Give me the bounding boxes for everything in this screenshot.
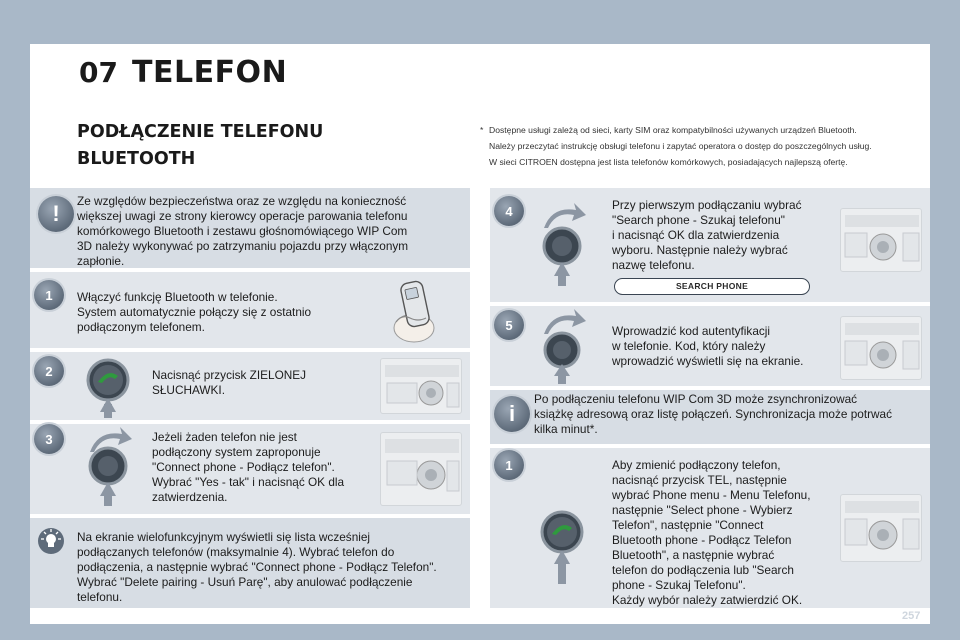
text-line: Włączyć funkcję Bluetooth w telefonie. <box>77 290 278 304</box>
text-line: Przy pierwszym podłączaniu wybrać <box>612 198 802 212</box>
step-badge-3: 3 <box>34 424 64 454</box>
lightbulb-icon <box>36 526 66 556</box>
step-badge-2: 2 <box>34 356 64 386</box>
text-line: podłączanych telefonów (maksymalnie 4). Wybrać telefon do <box>77 545 395 559</box>
footnote <box>480 122 927 170</box>
text-line: Wprowadzić kod autentyfikacji <box>612 324 771 338</box>
text-line: podłączony system zaproponuje <box>152 445 321 459</box>
text-line: i nacisnąć OK dla zatwierdzenia <box>612 228 780 242</box>
text-line: SŁUCHAWKI. <box>152 383 225 397</box>
step-badge-5: 5 <box>494 310 524 340</box>
step1-text <box>77 290 377 335</box>
section-title-line2: BLUETOOTH <box>77 149 196 169</box>
text-line: zapłonie. <box>77 254 125 268</box>
text-line: Nacisnąć przycisk ZIELONEJ <box>152 368 307 382</box>
text-line: Aby zmienić podłączony telefon, <box>612 458 781 472</box>
chapter-number: 07 <box>79 56 118 89</box>
warning-icon: ! <box>38 196 74 232</box>
warning-text <box>77 194 467 269</box>
text-line: telefonu. <box>77 590 123 604</box>
step5-text <box>612 324 842 369</box>
info-icon: i <box>494 396 530 432</box>
radio-device-illustration <box>380 432 462 506</box>
hand-phone-icon <box>386 276 448 346</box>
text-line: większej uwagi ze strony kierowcy operacje parowania telefonu <box>77 209 408 223</box>
text-line: w telefonie. Kod, który należy <box>612 339 766 353</box>
step4-text <box>612 198 842 273</box>
text-line: "Connect phone - Podłącz telefon". <box>152 460 335 474</box>
search-phone-button[interactable]: SEARCH PHONE <box>614 278 810 295</box>
text-line: Po podłączeniu telefonu WIP Com 3D może zsynchronizować <box>534 392 858 406</box>
page-number: 257 <box>902 610 921 622</box>
section-title <box>77 119 417 173</box>
step6-text <box>612 458 840 608</box>
text-line: phone - Szukaj Telefonu". <box>612 578 746 592</box>
green-phone-button-illustration <box>84 352 132 423</box>
chapter-title: TELEFON <box>132 55 288 90</box>
text-line: wyboru. Następnie należy wybrać <box>612 243 788 257</box>
text-line: książkę adresową oraz listę połączeń. Synchronizacja może potrwać <box>534 407 893 421</box>
step-badge-1: 1 <box>494 450 524 480</box>
radio-device-illustration <box>380 358 462 414</box>
ok-knob-illustration <box>534 196 594 297</box>
text-line: Telefon", następnie "Connect <box>612 518 764 532</box>
text-line: następnie "Select phone - Wybierz <box>612 503 793 517</box>
text-line: System automatycznie połączy się z ostatnio <box>77 305 312 319</box>
footnote-marker: * <box>480 125 484 135</box>
text-line: 3D należy wykonywać po zatrzymaniu pojazdu przy włączonym <box>77 239 409 253</box>
step-badge-1: 1 <box>34 280 64 310</box>
text-line: podłączonym telefonem. <box>77 320 205 334</box>
footnote-line: W sieci CITROEN dostępna jest lista telefonów komórkowych, posiadających najlepszą ofertę. <box>489 157 848 167</box>
text-line: wprowadzić wyświetli się na ekranie. <box>612 354 804 368</box>
text-line: "Search phone - Szukaj telefonu" <box>612 213 785 227</box>
tip-text <box>77 530 467 605</box>
text-line: Bluetooth phone - Podłącz Telefon <box>612 533 792 547</box>
text-line: Bluetooth", a następnie wybrać <box>612 548 775 562</box>
text-line: Jeżeli żaden telefon nie jest <box>152 430 297 444</box>
ok-knob-illustration <box>534 304 594 391</box>
info-text <box>534 392 928 437</box>
radio-device-illustration <box>840 494 922 562</box>
step-badge-4: 4 <box>494 196 524 226</box>
green-phone-button-illustration <box>538 504 586 591</box>
text-line: komórkowego Bluetooth i zestawu głośnomówiącego WIP Com <box>77 224 408 238</box>
text-line: kilka minut*. <box>534 422 598 436</box>
section-title-line1: PODŁĄCZENIE TELEFONU <box>77 122 324 142</box>
step3-text <box>152 430 376 505</box>
text-line: nazwę telefonu. <box>612 258 695 272</box>
footnote-line: Dostępne usługi zależą od sieci, karty SIM oraz kompatybilności używanych urządzeń Bluetooth. <box>489 125 857 135</box>
text-line: nacisnąć przycisk TEL, następnie <box>612 473 787 487</box>
footnote-line: Należy przeczytać instrukcję obsługi telefonu i zapytać operatora o dostęp do poszczególnych usług. <box>489 141 872 151</box>
text-line: zatwierdzenia. <box>152 490 228 504</box>
text-line: podłączenia, a następnie wybrać "Connect phone - Podłącz Telefon". <box>77 560 437 574</box>
text-line: Ze względów bezpieczeństwa oraz ze względu na konieczność <box>77 194 407 208</box>
step2-text <box>152 368 372 398</box>
ok-knob-illustration <box>80 420 140 517</box>
radio-device-illustration <box>840 316 922 380</box>
text-line: Każdy wybór należy zatwierdzić OK. <box>612 593 803 607</box>
text-line: wybrać Phone menu - Menu Telefonu, <box>612 488 811 502</box>
text-line: telefon do podłączenia lub "Search <box>612 563 794 577</box>
text-line: Na ekranie wielofunkcyjnym wyświetli się lista wcześniej <box>77 530 371 544</box>
radio-device-illustration <box>840 208 922 272</box>
text-line: Wybrać "Delete pairing - Usuń Parę", aby anulować podłączenie <box>77 575 413 589</box>
text-line: Wybrać "Yes - tak" i nacisnąć OK dla <box>152 475 345 489</box>
